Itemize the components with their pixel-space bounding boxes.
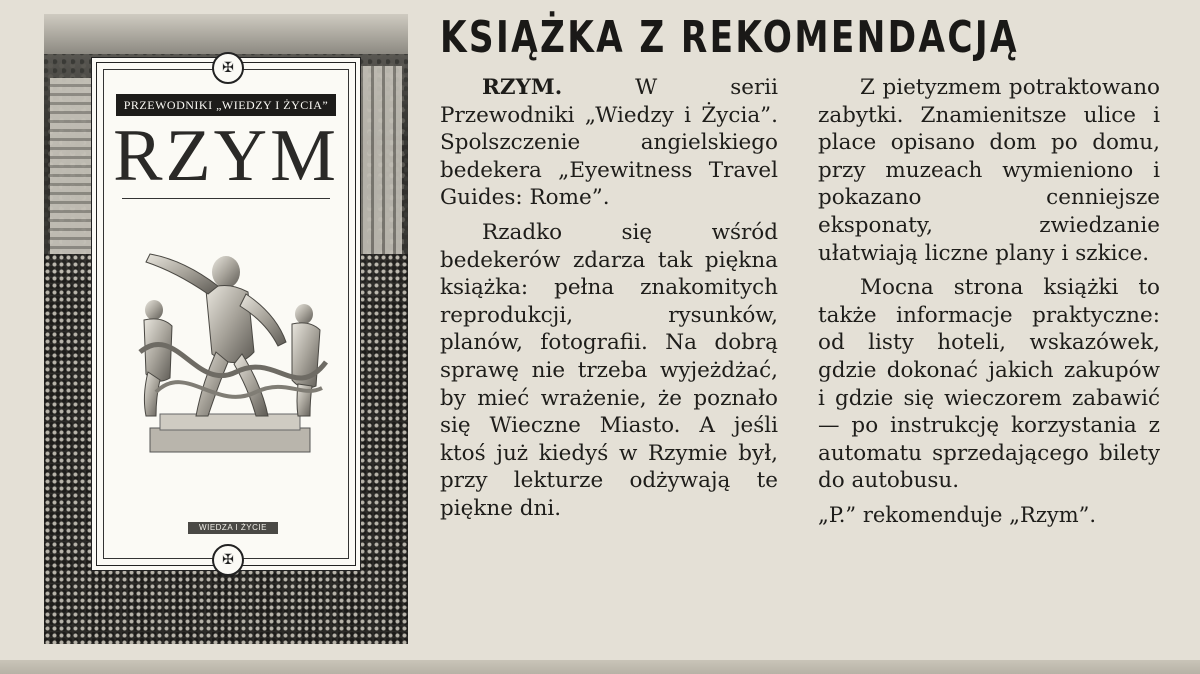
paragraph-text: W serii Przewodniki „Wiedzy i Życia”. Spolszczenie angielskiego bedekera „Eyewitness Travel Guides: Rome”. <box>440 75 778 211</box>
book-series-label: PRZEWODNIKI „WIEDZY I ŻYCIA” <box>116 94 336 116</box>
article-column-1 <box>440 74 778 530</box>
photo-sky <box>44 14 408 54</box>
cover-divider <box>122 198 330 199</box>
page-bottom-edge <box>0 660 1200 674</box>
laocoon-sculpture-image <box>126 202 336 460</box>
book-cover <box>96 62 356 566</box>
compass-ornament-icon: ✠ <box>212 52 244 84</box>
photo-building-left <box>50 78 96 278</box>
article-paragraph: Mocna strona książki to także informacje praktyczne: od listy hoteli, wskazówek, gdzie dokonać jakich zakupów i gdzie się wieczorem zabawić — po instrukcję korzystania z automatu sprzedającego bilety do autobusu. <box>818 275 1160 494</box>
book-title: RZYM <box>113 115 339 197</box>
article-paragraph: Z pietyzmem potraktowano zabytki. Znamienitsze ulice i place opisano dom po domu, przy muzeach wymieniono i pokazano cenniejsze eksponaty, zwiedzanie ułatwiają liczne plany i szkice. <box>818 75 1160 266</box>
book-cover-photo <box>44 14 408 644</box>
article-headline: KSIĄŻKA Z REKOMENDACJĄ <box>440 12 1019 63</box>
article-paragraph: Rzadko się wśród bedekerów zdarza tak piękna książka: pełna znakomitych reprodukcji, rysunków, planów, fotografii. Na dobrą sprawę nie trzeba wyjeżdżać, by mieć wrażenie, że poznało się Wieczne Miasto. A jeśli ktoś już kiedyś w Rzymie był, przy lekturze odżywają te piękne dni. <box>440 219 778 521</box>
article-signoff: „P.” rekomenduje „Rzym”. <box>818 502 1097 527</box>
article-paragraph <box>440 74 778 212</box>
compass-ornament-icon: ✠ <box>212 544 244 576</box>
lead-word: RZYM. <box>482 75 563 100</box>
book-cover-frame <box>103 60 349 568</box>
publisher-label: WIEDZA I ŻYCIE <box>188 522 278 534</box>
article-column-2 <box>818 74 1160 537</box>
